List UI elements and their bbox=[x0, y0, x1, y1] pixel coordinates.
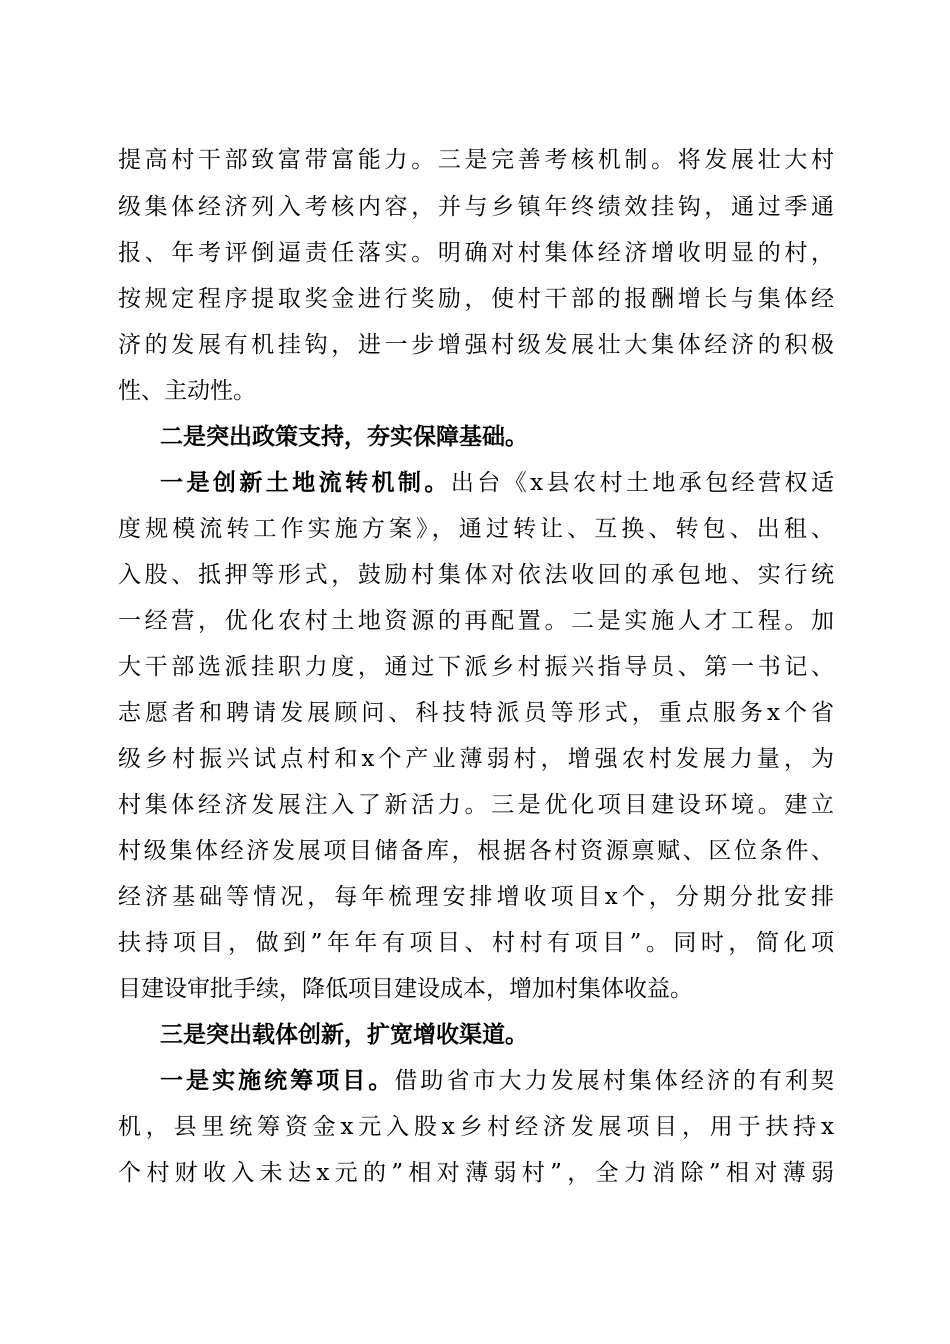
text-line: 个村财收入未达x元的”相对薄弱村”，全力消除”相对薄弱 bbox=[118, 1160, 834, 1186]
lead-phrase: 一是创新土地流转机制。 bbox=[160, 469, 451, 496]
text-line: 按规定程序提取奖金进行奖励，使村干部的报酬增长与集体经 bbox=[118, 286, 834, 312]
text-line: 一经营，优化农村土地资源的再配置。二是实施人才工程。加 bbox=[118, 608, 834, 634]
text-line: 提高村干部致富带富能力。三是完善考核机制。将发展壮大村 bbox=[118, 147, 834, 173]
section-heading: 三是突出载体创新，扩宽增收渠道。 bbox=[160, 1021, 528, 1048]
lead-phrase: 一是实施统筹项目。 bbox=[160, 1067, 395, 1094]
text-line: 村集体经济发展注入了新活力。三是优化项目建设环境。建立 bbox=[118, 792, 834, 818]
text-line: 报、年考评倒逼责任落实。明确对村集体经济增收明显的村， bbox=[118, 240, 834, 266]
text-line: 入股、抵押等形式，鼓励村集体对依法收回的承包地、实行统 bbox=[118, 562, 834, 588]
text-line bbox=[160, 1061, 834, 1101]
text-span: 借助省市大力发展村集体经济的有利契 bbox=[394, 1068, 835, 1094]
text-line: 大干部选派挂职力度，通过下派乡村振兴指导员、第一书记、 bbox=[118, 654, 834, 680]
text-line: 志愿者和聘请发展顾问、科技特派员等形式，重点服务x个省 bbox=[118, 700, 834, 726]
text-line: 村级集体经济发展项目储备库，根据各村资源禀赋、区位条件、 bbox=[118, 838, 834, 864]
text-line: 扶持项目，做到”年年有项目、村村有项目”。同时，简化项 bbox=[118, 930, 834, 956]
text-span: 出台《x县农村土地承包经营权适 bbox=[450, 470, 834, 496]
text-line: 机，县里统筹资金x元入股x乡村经济发展项目，用于扶持x bbox=[118, 1114, 834, 1140]
text-line: 级集体经济列入考核内容，并与乡镇年终绩效挂钩，通过季通 bbox=[118, 194, 834, 220]
section-heading: 二是突出政策支持，夯实保障基础。 bbox=[160, 423, 528, 450]
text-line: 经济基础等情况，每年梳理安排增收项目x个，分期分批安排 bbox=[118, 884, 834, 910]
text-line: 度规模流转工作实施方案》，通过转让、互换、转包、出租、 bbox=[118, 516, 834, 542]
text-line: 目建设审批手续，降低项目建设成本，增加村集体收益。 bbox=[118, 976, 693, 1002]
text-line: 级乡村振兴试点村和x个产业薄弱村，增强农村发展力量，为 bbox=[118, 746, 834, 772]
text-line bbox=[160, 463, 834, 503]
text-line: 济的发展有机挂钩，进一步增强村级发展壮大集体经济的积极 bbox=[118, 332, 834, 358]
text-line: 性、主动性。 bbox=[118, 378, 256, 404]
